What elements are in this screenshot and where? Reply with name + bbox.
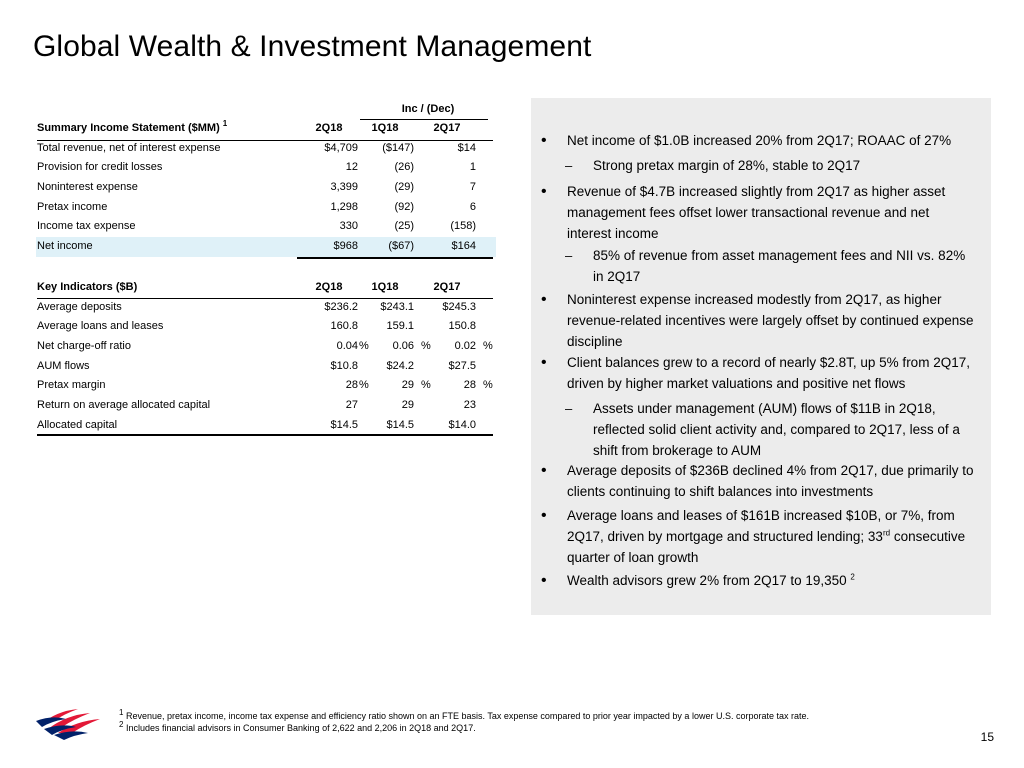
- column-header: 1Q18: [371, 281, 399, 293]
- footnote-1-text: Revenue, pretax income, income tax expense and efficiency ratio shown on an FTE basis. Tax expense compared to prior year impacted by a lower U.S. corporate tax rate.: [125, 711, 809, 721]
- divider: [37, 140, 493, 141]
- cell-value: 29: [401, 379, 414, 392]
- label-text: Income tax expense: [37, 220, 136, 233]
- table-row: [37, 198, 497, 218]
- table-row: [37, 317, 497, 337]
- table-row: [37, 337, 497, 357]
- label-text: Total revenue, net of interest expense: [37, 141, 221, 154]
- cell-value: ($147): [382, 141, 414, 154]
- bullet-average-loans-text: Average loans and leases of $161B increased $10B, or 7%, from 2Q17, driven by mortgage and structured lending; 33: [567, 508, 955, 544]
- bank-flag-logo-icon: [34, 705, 104, 741]
- bullet-revenue: Revenue of $4.7B increased slightly from 2Q17 as higher asset management fees offset lower transactional revenue and net interest income: [567, 184, 946, 241]
- table-header-row: [37, 119, 497, 139]
- cell-value: 3,399: [330, 181, 358, 194]
- bullet-average-loans: [567, 505, 977, 568]
- row-label: [37, 337, 131, 357]
- sub-bullet-pretax-margin: Strong pretax margin of 28%, stable to 2Q17: [593, 158, 861, 173]
- table-header-label: [37, 278, 137, 298]
- bullet-dot-icon: •: [541, 354, 547, 371]
- cell-value: 0.04: [336, 340, 358, 353]
- label-text: Summary Income Statement ($MM): [37, 122, 220, 134]
- footnote-2-text: Includes financial advisors in Consumer Banking of 2,622 and 2,206 in 2Q18 and 2Q17.: [125, 723, 476, 733]
- page-number: 15: [980, 730, 994, 744]
- cell-value: (26): [394, 161, 414, 174]
- cell-value: $10.8: [330, 359, 358, 372]
- cell-value: 23: [463, 399, 476, 412]
- cell-value: 1: [469, 161, 476, 174]
- footnote-number: 2: [119, 720, 124, 729]
- cell-value: 29: [401, 399, 414, 412]
- sub-bullet-aum-flows: Assets under management (AUM) flows of $11B in 2Q18, reflected solid client activity and, compared to 2Q17, less of a shift from brokerage to AUM: [593, 401, 960, 458]
- dash-icon: –: [565, 401, 573, 416]
- column-header: 2Q18: [315, 281, 343, 293]
- cell-value: 159.1: [386, 320, 414, 333]
- bullet-dot-icon: •: [541, 462, 547, 479]
- row-label: [37, 178, 138, 198]
- table-header-label: [37, 119, 227, 139]
- cell-value: $164: [451, 240, 476, 253]
- label-text: Net income: [37, 240, 93, 253]
- bullet-dot-icon: •: [541, 507, 547, 524]
- page-title: Global Wealth & Investment Management: [33, 30, 592, 63]
- cell-value: (25): [394, 220, 414, 233]
- bullet-dot-icon: •: [541, 183, 547, 200]
- unit-label: %: [483, 379, 493, 392]
- column-header: 1Q18: [371, 122, 399, 134]
- cell-value: $14: [457, 141, 476, 154]
- cell-value: $4,709: [324, 141, 358, 154]
- cell-value: (29): [394, 181, 414, 194]
- cell-value: 6: [469, 200, 476, 213]
- cell-value: 330: [339, 220, 358, 233]
- bullet-average-deposits: Average deposits of $236B declined 4% from 2Q17, due primarily to clients continuing to shift balances into investments: [567, 463, 974, 499]
- cell-value: $14.5: [330, 418, 358, 431]
- divider: [37, 434, 493, 436]
- footnote-2: [119, 720, 476, 733]
- table-row: [37, 178, 497, 198]
- row-label: [37, 317, 163, 337]
- bullet-noninterest-expense: Noninterest expense increased modestly from 2Q17, as higher revenue-related incentives were largely offset by continued expense discipline: [567, 292, 974, 349]
- unit-label: %: [421, 379, 431, 392]
- unit-label: %: [483, 340, 493, 353]
- label-text: Average deposits: [37, 300, 122, 313]
- label-text: Pretax margin: [37, 379, 106, 392]
- column-header: 2Q17: [433, 122, 461, 134]
- bullet-average-loans-text-end: consecutive quarter of loan growth: [567, 529, 966, 565]
- table-header-row: [37, 278, 497, 298]
- footnote-ref: 1: [222, 119, 228, 129]
- table-row: [37, 139, 497, 159]
- cell-value: $968: [333, 240, 358, 253]
- cell-value: 7: [469, 181, 476, 194]
- row-label: [37, 357, 90, 377]
- bullet-net-income: Net income of $1.0B increased 20% from 2Q17; ROAAC of 27%: [567, 133, 952, 148]
- unit-label: %: [359, 379, 369, 392]
- cell-value: 28: [463, 379, 476, 392]
- row-label: [37, 158, 162, 178]
- label-text: Return on average allocated capital: [37, 399, 211, 412]
- cell-value: $236.2: [324, 300, 358, 313]
- cell-value: $245.3: [442, 300, 476, 313]
- table-row: [37, 396, 497, 416]
- table-row: [37, 357, 497, 377]
- row-label: [37, 198, 107, 218]
- footnote-ref: 2: [850, 572, 855, 582]
- table-row: [37, 237, 497, 257]
- cell-value: 27: [345, 399, 358, 412]
- sub-bullet-revenue-mix: 85% of revenue from asset management fees and NII vs. 82% in 2Q17: [593, 248, 966, 284]
- key-indicators-table: [37, 278, 497, 436]
- summary-income-table: [37, 98, 497, 257]
- table-row: [37, 298, 497, 318]
- label-text: AUM flows: [37, 359, 90, 372]
- bullet-wealth-advisors: [567, 570, 977, 591]
- cell-value: 1,298: [330, 200, 358, 213]
- row-label: [37, 237, 93, 257]
- cell-value: 160.8: [330, 320, 358, 333]
- label-text: Net charge-off ratio: [37, 340, 131, 353]
- ordinal-suffix: rd: [882, 528, 891, 538]
- bullet-wealth-advisors-text: Wealth advisors grew 2% from 2Q17 to 19,350: [567, 573, 851, 588]
- row-label: [37, 396, 210, 416]
- column-header: 2Q17: [433, 281, 461, 293]
- cell-value: 0.06: [392, 340, 414, 353]
- cell-value: $14.0: [448, 418, 476, 431]
- row-label: [37, 376, 105, 396]
- bullet-dot-icon: •: [541, 572, 547, 589]
- bullet-dot-icon: •: [541, 132, 547, 149]
- footnote-1: [119, 708, 809, 721]
- inc-dec-header: Inc / (Dec): [401, 103, 455, 115]
- cell-value: 12: [345, 161, 358, 174]
- row-label: [37, 298, 122, 318]
- table-row: [37, 217, 497, 237]
- cell-value: $27.5: [448, 359, 476, 372]
- table-row: [37, 416, 497, 436]
- footnote-number: 1: [119, 708, 124, 717]
- cell-value: (92): [394, 200, 414, 213]
- cell-value: $14.5: [386, 418, 414, 431]
- label-text: Noninterest expense: [37, 181, 138, 194]
- cell-value: (158): [450, 220, 476, 233]
- label-text: Key Indicators ($B): [37, 281, 138, 293]
- table-row: [37, 158, 497, 178]
- table-row: [37, 376, 497, 396]
- label-text: Average loans and leases: [37, 320, 164, 333]
- cell-value: 0.02: [454, 340, 476, 353]
- unit-label: %: [421, 340, 431, 353]
- cell-value: $24.2: [386, 359, 414, 372]
- row-label: [37, 217, 135, 237]
- cell-value: 28: [345, 379, 358, 392]
- row-label: [37, 416, 117, 436]
- label-text: Pretax income: [37, 200, 108, 213]
- cell-value: ($67): [388, 240, 414, 253]
- column-header: 2Q18: [315, 122, 343, 134]
- dash-icon: –: [565, 248, 573, 263]
- dash-icon: –: [565, 158, 573, 173]
- row-label: [37, 139, 220, 159]
- unit-label: %: [359, 340, 369, 353]
- cell-value: 150.8: [448, 320, 476, 333]
- label-text: Allocated capital: [37, 418, 118, 431]
- divider: [297, 257, 493, 259]
- label-text: Provision for credit losses: [37, 161, 163, 174]
- cell-value: $243.1: [380, 300, 414, 313]
- bullet-dot-icon: •: [541, 291, 547, 308]
- divider: [37, 298, 493, 299]
- bullet-client-balances: Client balances grew to a record of nearly $2.8T, up 5% from 2Q17, driven by higher market valuations and positive net flows: [567, 355, 970, 391]
